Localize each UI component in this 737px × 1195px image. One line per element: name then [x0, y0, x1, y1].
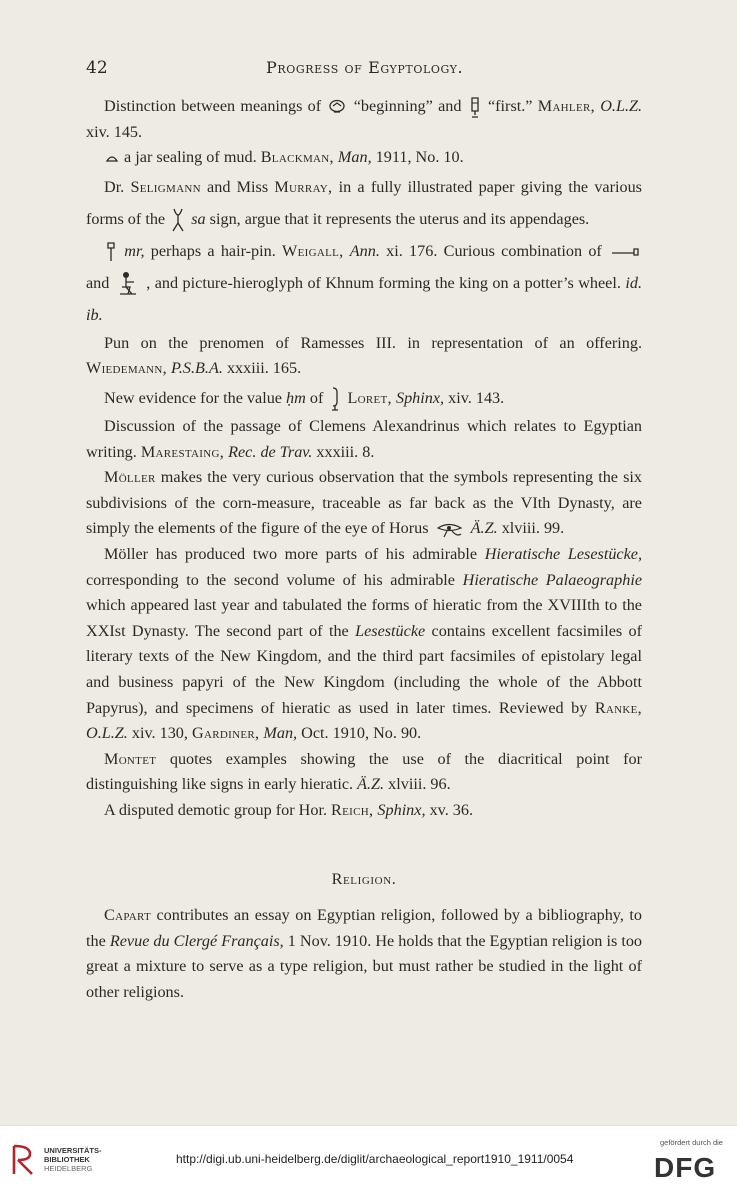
author-name: Gardiner, — [192, 724, 260, 743]
journal-name: Revue du Clergé Français, — [109, 931, 284, 950]
funding-note: gefördert durch die — [660, 1138, 723, 1147]
running-title: Progress of Egyptology. — [266, 58, 464, 77]
author-name: Murray, — [274, 177, 333, 196]
author-name: Möller — [104, 468, 156, 487]
hieroglyph-first-icon — [469, 95, 481, 119]
hair-pin-icon — [106, 240, 116, 264]
paragraph-3: Dr. Seligmann and Miss Murray, in a fully illustrated paper giving the various forms of the sa sign, argue that it represents the uterus and its appendages. — [86, 171, 642, 235]
hieroglyph-beginning-icon — [328, 99, 346, 115]
jar-sealing-icon — [106, 153, 118, 163]
journal-name: Ä.Z. — [470, 519, 498, 538]
paragraph-6: New evidence for the value ḥm of Loret, Sphinx, xiv. 143. — [86, 382, 642, 414]
hm-sign-icon — [329, 386, 341, 412]
library-name: UNIVERSITÄTS- BIBLIOTHEK HEIDELBERG — [44, 1146, 102, 1173]
journal-name: Sphinx, — [395, 388, 445, 407]
permalink-url[interactable]: http://digi.ub.uni-heidelberg.de/diglit/archaeological_report1910_1911/0054 — [176, 1152, 574, 1166]
sa-sign-icon — [171, 207, 185, 233]
author-name: Mahler, — [537, 97, 595, 115]
library-logo-icon — [10, 1144, 38, 1176]
author-name: Montet — [104, 749, 157, 768]
page-number: 42 — [86, 58, 108, 78]
author-name: Ranke, — [594, 698, 643, 717]
dfg-logo: DFG — [654, 1152, 717, 1183]
paragraph-9: Möller has produced two more parts of his admirable Hieratische Lesestücke, corresponding to the second volume of his admirable Hieratische Palaeographie which appeared last year and tabulated the forms of hieratic from the XVIIIth to the XXIst Dynasty. The second part of the Lesestücke contains excellent facsimiles of literary texts of the New Kingdom, and the third part facsimiles of epistolary legal and business papyri of the New Kingdom (including the whole of the Abbott Papyrus), and specimens of hieratic as used in later times. Reviewed by Ranke, O.L.Z. xiv. 130, Gardiner, Man, Oct. 1910, No. 90. — [86, 544, 643, 743]
eye-of-horus-icon — [435, 522, 465, 538]
author-name: Blackman, — [260, 148, 334, 167]
author-name: Wiedemann, — [86, 359, 167, 378]
journal-name: Rec. de Trav. — [228, 442, 313, 461]
paragraph-2: a jar sealing of mud. Blackman, Man, 1911, No. 10. — [86, 145, 642, 171]
page-header — [86, 58, 646, 82]
khnum-potter-icon — [116, 270, 140, 298]
hieroglyph-line-icon — [610, 247, 640, 257]
section-heading: Religion. — [331, 870, 397, 889]
journal-name: O.L.Z. — [600, 97, 643, 115]
author-name: Loret, — [347, 388, 392, 407]
viewer-footer — [0, 1125, 737, 1195]
journal-name: Ann. — [349, 241, 380, 260]
paragraph-1: Distinction between meanings of “beginning” and “first.” Mahler, O.L.Z. xiv. 145. — [86, 97, 643, 141]
journal-name: Man, — [263, 724, 298, 743]
paragraph-8: Möller makes the very curious observation that the symbols representing the six subdivisions of the corn-measure, traceable as far back as the VIth Dynasty, are simply the elements of the figure of the eye of Horus Ä.Z. xlviii. 99. — [86, 468, 643, 538]
paragraph-12: Capart contributes an essay on Egyptian religion, followed by a bibliography, to the Revue du Clergé Français, 1 Nov. 1910. He holds that the Egyptian religion is too great a mixture to serve as a type religion, but must rather be studied in the light of other religions. — [86, 906, 643, 1001]
author-name: Seligmann — [130, 177, 201, 196]
body-text — [86, 94, 642, 1005]
author-name: Marestaing, — [140, 442, 225, 461]
author-name: Weigall, — [282, 241, 344, 260]
paragraph-4: mr, perhaps a hair-pin. Weigall, Ann. xi. 176. Curious combination of and , and picture-hieroglyph of Khnum forming the king on a potter’s wheel. id. ib. — [86, 241, 642, 324]
paragraph-5: Pun on the prenomen of Ramesses III. in representation of an offering. Wiedemann, P.S.B.A. xxxiii. 165. — [86, 333, 642, 378]
journal-name: Sphinx, — [377, 800, 426, 819]
author-name: Reich, — [331, 800, 374, 819]
journal-name: P.S.B.A. — [171, 359, 223, 378]
paragraph-10: Montet quotes examples showing the use of the diacritical point for distinguishing like signs in early hieratic. Ä.Z. xlviii. 96. — [86, 749, 643, 794]
journal-name: Man, — [337, 148, 372, 167]
journal-name: Ä.Z. — [357, 775, 385, 794]
paragraph-7: Discussion of the passage of Clemens Alexandrinus which relates to Egyptian writing. Marestaing, Rec. de Trav. xxxiii. 8. — [86, 416, 642, 461]
author-name: Capart — [104, 906, 151, 925]
journal-name: O.L.Z. — [86, 724, 128, 743]
paragraph-11: A disputed demotic group for Hor. Reich, Sphinx, xv. 36. — [104, 800, 474, 819]
